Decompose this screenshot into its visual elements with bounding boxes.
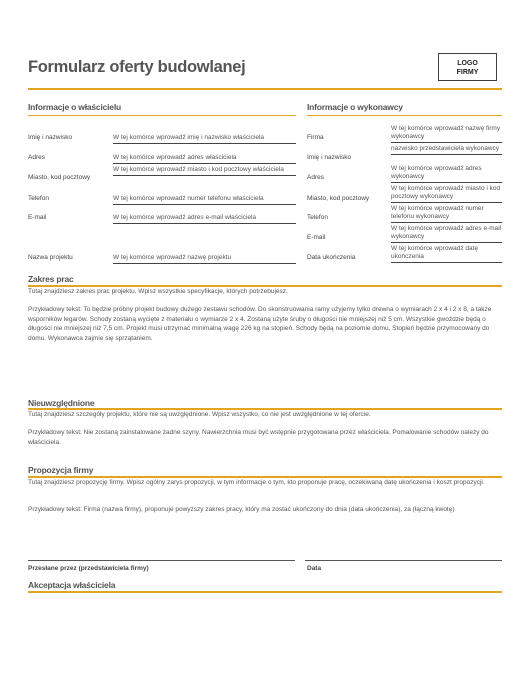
owner-email-label: E-mail (28, 214, 47, 221)
owner-name-label: Imię i nazwisko (28, 134, 73, 141)
contractor-email-label: E-mail (307, 234, 326, 241)
contractor-address-label: Adres (307, 174, 324, 181)
owner-city-field[interactable]: W tej komórce wprowadź miasto i kod pocztowy właściciela (113, 166, 296, 176)
proposal-heading: Propozycja firmy (28, 465, 94, 475)
owner-info-divider (28, 115, 296, 116)
scope-heading: Zakres prac (28, 274, 74, 284)
completion-date-field[interactable]: W tej komórce wprowadź datę ukończenia (391, 245, 502, 263)
excluded-example[interactable]: Przykładowy tekst: Nie zostaną zainstalowane żadne szyny. Nawierzchnia musi być wstępnie przygotowana przez właściciela. Pomalowanie schodów należy do właściciela. (28, 429, 489, 446)
contractor-city-field[interactable]: W tej komórce wprowadź miasto i kod pocztowy wykonawcy (391, 185, 502, 203)
owner-address-field[interactable]: W tej komórce wprowadź adres właściciela (113, 154, 296, 164)
contractor-city-label: Miasto, kod pocztowy (307, 195, 370, 202)
contractor-info-divider (307, 115, 502, 116)
scope-intro[interactable]: Tutaj znajdziesz zakres prac projektu. Wpisz wszystkie specyfikacje, których potrzebujesz. (28, 288, 288, 295)
sent-by-signature-line[interactable] (28, 560, 295, 561)
excluded-heading: Nieuwzględnione (28, 398, 95, 408)
owner-name-field[interactable]: W tej komórce wprowadź imię i nazwisko właściciela (113, 134, 296, 144)
owner-phone-field[interactable]: W tej komórce wprowadź numer telefonu właściciela (113, 195, 296, 205)
contractor-phone-field[interactable]: W tej komórce wprowadź numer telefonu wykonawcy (391, 205, 502, 223)
contractor-name-field[interactable]: nazwisko przedstawiciela wykonawcy (391, 145, 502, 155)
contractor-email-field[interactable]: W tej komórce wprowadź adres e-mail wykonawcy (391, 225, 502, 243)
owner-phone-label: Telefon (28, 195, 49, 202)
owner-info-heading: Informacje o właścicielu (28, 102, 121, 112)
contractor-info-heading: Informacje o wykonawcy (307, 102, 403, 112)
acceptance-heading: Akceptacja właściciela (28, 580, 116, 590)
project-name-field[interactable]: W tej komórce wprowadź nazwę projektu (113, 254, 296, 264)
proposal-example[interactable]: Przykładowy tekst: Firma (nazwa firmy), proponuje powyższy zakres pracy, który ma zostać ukończony do dnia (data ukończenia), za (łączną kwotę) (28, 506, 455, 513)
acceptance-divider (28, 591, 502, 593)
title-divider (28, 88, 502, 90)
project-name-label: Nazwa projektu (28, 254, 73, 261)
contractor-phone-label: Telefon (307, 214, 328, 221)
scope-example[interactable]: Przykładowy tekst: To będzie próbny projekt budowy dużego zestawu schodów. Do skonstruowania ramy użyjemy tylko drewna o wymiarach 2 x 4 i 2 x 8, a także wsporników legarów. Schody zostaną wycięte z materiału o wymiarze 2 x 4. Zostaną użyte śruby o długości nie mniejszej niż 5 cm. Wszystkie gwoździe będą o długości nie mniejszej niż 7,5 cm. Projekt musi utrzymać minimalną wagę 226 kg na stopień. Schody będą na poziomie domu. Stopień będzie przymocowany do domu. Wykonawca zajmie się sprzątaniem. (28, 306, 492, 342)
owner-city-label: Miasto, kod pocztowy (28, 174, 91, 181)
page-title: Formularz oferty budowlanej (28, 58, 246, 76)
sent-by-label: Przesłane przez (przedstawiciela firmy) (28, 565, 149, 572)
date-signature-line[interactable] (305, 560, 502, 561)
contractor-company-label: Firma (307, 134, 324, 141)
date-label: Data (307, 565, 322, 572)
owner-email-field[interactable]: W tej komórce wprowadź adres e-mail właściciela (113, 214, 296, 224)
proposal-intro[interactable]: Tutaj znajdziesz propozycję firmy. Wpisz ogólny zarys propozycji, w tym informacje o tym, kto proponuje pracę, oczekiwaną datę ukończenia i koszt propozycji. (28, 479, 485, 486)
owner-address-label: Adres (28, 154, 45, 161)
excluded-intro[interactable]: Tutaj znajdziesz szczegóły projektu, które nie są uwzględnione. Wpisz wszystko, co nie jest uwzględnione w tej ofercie. (28, 411, 371, 418)
contractor-company-field[interactable]: W tej komórce wprowadź nazwę firmy wykonawcy (391, 125, 502, 143)
company-logo: LOGO FIRMY (438, 53, 497, 81)
contractor-name-label: Imię i nazwisko (307, 154, 352, 161)
contractor-address-field[interactable]: W tej komórce wprowadź adres wykonawcy (391, 165, 502, 183)
completion-date-label: Data ukończenia (307, 254, 356, 261)
